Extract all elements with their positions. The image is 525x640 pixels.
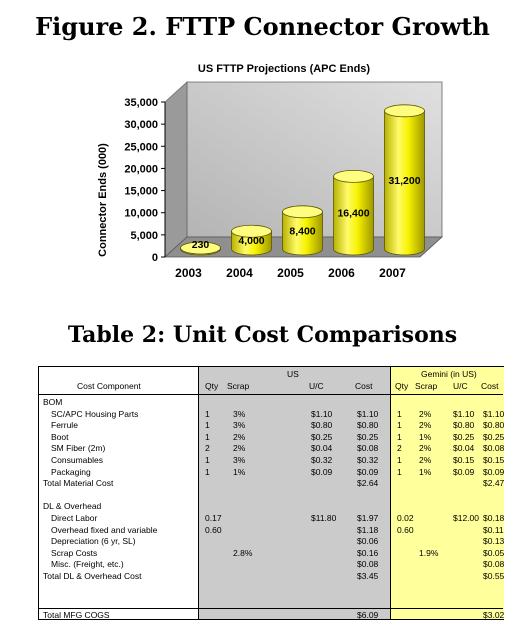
- gemini-qty-cell: 1: [397, 466, 402, 477]
- data-label: 8,400: [289, 225, 316, 238]
- y-tick-label: 15,000: [124, 185, 158, 198]
- table-row: [39, 443, 503, 453]
- table-row: [39, 525, 503, 535]
- chart-side-wall: [165, 82, 187, 257]
- table-row: [39, 409, 503, 419]
- gemini-uc-cell: $0.09: [453, 466, 475, 477]
- us-qty-cell: 2: [205, 443, 210, 454]
- y-axis-label: Connector Ends (000): [97, 143, 109, 257]
- row-label: Ferrule: [51, 420, 78, 431]
- us-scrap-cell: 2%: [233, 443, 246, 454]
- row-label: Boot: [51, 431, 69, 442]
- x-tick-label: 2003: [175, 266, 202, 280]
- row-label: Total MFG COGS: [43, 610, 110, 620]
- us-cost-cell: $0.09: [357, 466, 379, 477]
- us-cost-cell: $0.08: [357, 443, 379, 454]
- chart-title: US FTTP Projections (APC Ends): [197, 63, 371, 75]
- table-row: [39, 501, 503, 511]
- gemini-cost-cell: $0.08: [483, 559, 505, 570]
- header-divider: [39, 394, 503, 395]
- gemini-uc-cell: $0.80: [453, 420, 475, 431]
- group-header-us: US: [287, 369, 299, 379]
- gemini-cost-cell: $0.15: [483, 455, 505, 465]
- data-label: 4,000: [238, 235, 265, 248]
- y-tick-label: 0: [151, 252, 158, 264]
- gemini-uc-cell: $12.00: [453, 513, 479, 523]
- row-label: Packaging: [51, 466, 91, 477]
- table-row: [39, 467, 503, 477]
- us-cost-cell: $0.06: [357, 536, 379, 547]
- row-label: SM Fiber (2m): [51, 443, 106, 454]
- table-row: [39, 571, 503, 581]
- row-label: DL & Overhead: [43, 501, 102, 512]
- row-label: Overhead fixed and variable: [51, 524, 158, 535]
- row-label: Direct Labor: [51, 513, 98, 523]
- us-uc-cell: $0.32: [311, 455, 333, 465]
- us-cost-cell: $6.09: [357, 610, 379, 620]
- cost-table: [38, 366, 504, 620]
- column-header-gemini-uc: U/C: [453, 381, 468, 391]
- us-qty-cell: 0.17: [205, 513, 222, 523]
- us-cost-cell: $1.97: [357, 513, 379, 523]
- x-tick-label: 2006: [328, 266, 355, 280]
- data-label: 230: [191, 239, 210, 251]
- table-row: [39, 432, 503, 442]
- table-row: [39, 455, 503, 465]
- row-label: Total Material Cost: [43, 478, 114, 489]
- gemini-cost-cell: $0.08: [483, 443, 505, 454]
- group-header-gemini: Gemini (in US): [421, 369, 477, 379]
- gemini-cost-cell: $3.02: [483, 610, 505, 620]
- gemini-scrap-cell: 1%: [419, 431, 432, 442]
- figure-title: Figure 2. FTTP Connector Growth: [35, 12, 490, 41]
- gemini-cost-cell: $0.18: [483, 513, 505, 523]
- us-scrap-cell: 2.8%: [233, 547, 253, 558]
- row-label: Consumables: [51, 455, 103, 465]
- column-header-us-scrap: Scrap: [227, 381, 250, 391]
- gemini-cost-cell: $1.10: [483, 408, 505, 419]
- gemini-scrap-cell: 2%: [419, 443, 432, 454]
- bar-chart: [0, 52, 525, 292]
- us-cost-cell: $0.25: [357, 431, 379, 442]
- us-qty-cell: 1: [205, 466, 210, 477]
- us-uc-cell: $11.80: [311, 513, 337, 523]
- bar-top: [334, 170, 374, 182]
- gemini-qty-cell: 2: [397, 443, 402, 454]
- us-uc-cell: $0.09: [311, 466, 333, 477]
- gemini-qty-cell: 0.02: [397, 513, 414, 523]
- row-label: Scrap Costs: [51, 547, 98, 558]
- table-row: [39, 610, 503, 620]
- row-label: Depreciation (6 yr, SL): [51, 536, 136, 547]
- y-tick-label: 20,000: [124, 163, 158, 176]
- us-cost-cell: $0.32: [357, 455, 379, 465]
- table-row: [39, 490, 503, 500]
- us-uc-cell: $0.80: [311, 420, 333, 431]
- gemini-cost-cell: $2.47: [483, 478, 505, 489]
- gemini-cost-cell: $0.09: [483, 466, 505, 477]
- table-row: [39, 420, 503, 430]
- x-tick-label: 2004: [226, 266, 253, 280]
- gemini-qty-cell: 1: [397, 420, 402, 431]
- x-tick-label: 2007: [379, 266, 406, 280]
- column-header-us-cost: Cost: [355, 381, 373, 391]
- column-header-gemini-scrap: Scrap: [415, 381, 438, 391]
- table-row: [39, 536, 503, 546]
- table-title: Table 2: Unit Cost Comparisons: [67, 322, 458, 348]
- row-label: BOM: [43, 397, 63, 407]
- y-tick-label: 35,000: [124, 97, 158, 109]
- column-header-us-qty: Qty: [205, 381, 219, 391]
- y-tick-label: 10,000: [124, 207, 158, 220]
- gemini-uc-cell: $0.25: [453, 431, 475, 442]
- gemini-qty-cell: 1: [397, 431, 402, 442]
- gemini-qty-cell: 1: [397, 408, 402, 419]
- row-label: SC/APC Housing Parts: [51, 408, 139, 419]
- us-qty-cell: 1: [205, 455, 210, 465]
- us-qty-cell: 1: [205, 420, 210, 431]
- gemini-uc-cell: $0.04: [453, 443, 475, 454]
- gemini-cost-cell: $0.25: [483, 431, 505, 442]
- y-tick-label: 25,000: [124, 141, 158, 154]
- us-uc-cell: $0.25: [311, 431, 333, 442]
- gemini-cost-cell: $0.11: [483, 524, 504, 535]
- us-scrap-cell: 3%: [233, 420, 246, 431]
- gemini-scrap-cell: 2%: [419, 420, 432, 431]
- us-uc-cell: $0.04: [311, 443, 333, 454]
- bar-top: [385, 105, 425, 117]
- total-divider: [39, 608, 503, 609]
- table-row: [39, 548, 503, 558]
- us-cost-cell: $0.16: [357, 547, 379, 558]
- gemini-cost-cell: $0.05: [483, 547, 505, 558]
- data-label: 31,200: [388, 174, 421, 187]
- gemini-uc-cell: $1.10: [453, 408, 475, 419]
- us-cost-cell: $1.18: [357, 524, 379, 535]
- column-header-component: Cost Component: [77, 381, 141, 391]
- us-cost-cell: $1.10: [357, 408, 379, 419]
- gemini-cost-cell: $0.55: [483, 571, 505, 581]
- gemini-cost-cell: $0.13: [483, 536, 505, 547]
- table-row: [39, 513, 503, 523]
- table-row: [39, 559, 503, 569]
- us-scrap-cell: 1%: [233, 466, 246, 477]
- y-tick-label: 5,000: [130, 229, 158, 242]
- x-tick-label: 2005: [277, 266, 304, 280]
- us-cost-cell: $0.08: [357, 559, 379, 570]
- gemini-scrap-cell: 1.9%: [419, 547, 439, 558]
- gemini-cost-cell: $0.80: [483, 420, 505, 431]
- us-qty-cell: 1: [205, 431, 210, 442]
- column-header-gemini-cost: Cost: [481, 381, 499, 391]
- y-tick-label: 30,000: [124, 119, 158, 132]
- us-uc-cell: $1.10: [311, 408, 333, 419]
- us-scrap-cell: 3%: [233, 455, 246, 465]
- table-row: [39, 478, 503, 488]
- us-qty-cell: 0.60: [205, 524, 222, 535]
- us-scrap-cell: 3%: [233, 408, 246, 419]
- bar-top: [283, 206, 323, 218]
- us-cost-cell: $2.64: [357, 478, 379, 489]
- gemini-scrap-cell: 1%: [419, 466, 432, 477]
- us-cost-cell: $0.80: [357, 420, 379, 431]
- gemini-scrap-cell: 2%: [419, 455, 432, 465]
- gemini-scrap-cell: 2%: [419, 408, 432, 419]
- us-cost-cell: $3.45: [357, 571, 379, 581]
- row-label: Misc. (Freight, etc.): [51, 559, 124, 570]
- column-header-gemini-qty: Qty: [395, 381, 409, 391]
- table-row: [39, 583, 503, 593]
- us-qty-cell: 1: [205, 408, 210, 419]
- gemini-uc-cell: $0.15: [453, 455, 475, 465]
- us-scrap-cell: 2%: [233, 431, 246, 442]
- gemini-qty-cell: 0.60: [397, 524, 414, 535]
- gemini-qty-cell: 1: [397, 455, 402, 465]
- column-header-us-uc: U/C: [309, 381, 324, 391]
- data-label: 16,400: [337, 207, 370, 220]
- row-label: Total DL & Overhead Cost: [43, 571, 142, 581]
- table-row: [39, 397, 503, 407]
